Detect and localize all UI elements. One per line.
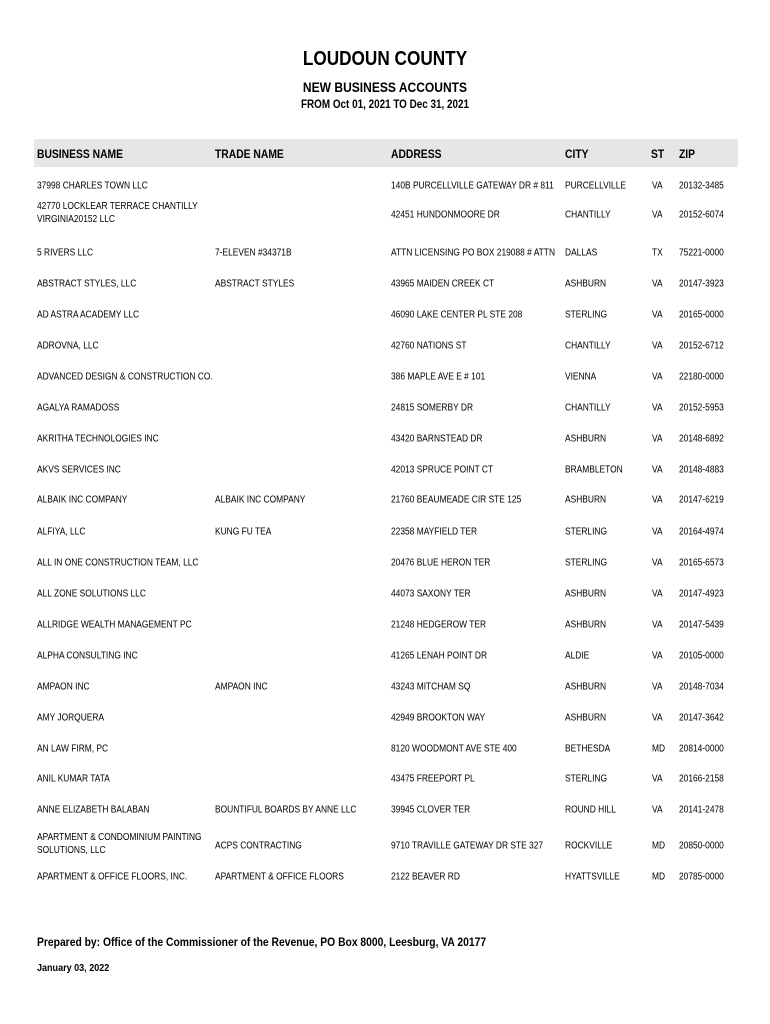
cell-business-name: ALLRIDGE WEALTH MANAGEMENT PC	[37, 619, 192, 631]
cell-city: BRAMBLETON	[565, 464, 623, 476]
cell-business-name: ALBAIK INC COMPANY	[37, 494, 128, 506]
cell-address: 140B PURCELLVILLE GATEWAY DR # 811	[391, 180, 554, 192]
cell-st: VA	[652, 180, 663, 192]
cell-line: 42770 LOCKLEAR TERRACE CHANTILLY	[37, 201, 198, 212]
cell-address: 8120 WOODMONT AVE STE 400	[391, 743, 517, 755]
cell-city: ASHBURN	[565, 494, 607, 506]
cell-st: MD	[652, 871, 666, 883]
cell-city: ALDIE	[565, 650, 590, 662]
cell-business-name: APARTMENT & OFFICE FLOORS, INC.	[37, 871, 188, 883]
cell-city: STERLING	[565, 526, 608, 538]
cell-address: 41265 LENAH POINT DR	[391, 650, 488, 662]
report-subtitle: NEW BUSINESS ACCOUNTS	[302, 79, 468, 95]
cell-trade-name: ACPS CONTRACTING	[215, 840, 302, 852]
report-county-title: LOUDOUN COUNTY	[302, 48, 468, 70]
cell-st: VA	[652, 773, 663, 785]
cell-city: VIENNA	[565, 371, 597, 383]
cell-address: 43420 BARNSTEAD DR	[391, 433, 483, 445]
cell-address: 42760 NATIONS ST	[391, 340, 467, 352]
cell-business-name	[37, 831, 202, 857]
cell-address: 43243 MITCHAM SQ	[391, 681, 471, 693]
cell-zip: 20165-0000	[679, 309, 724, 321]
col-business-name: BUSINESS NAME	[37, 147, 124, 161]
cell-city: CHANTILLY	[565, 340, 611, 352]
report-date: January 03, 2022	[37, 962, 110, 974]
cell-zip: 20850-0000	[679, 840, 724, 852]
cell-st: VA	[652, 433, 663, 445]
cell-business-name: ANNE ELIZABETH BALABAN	[37, 804, 150, 816]
cell-business-name	[37, 200, 198, 226]
cell-business-name: AMPAON INC	[37, 681, 90, 693]
cell-st: VA	[652, 402, 663, 414]
cell-city: ASHBURN	[565, 712, 607, 724]
cell-zip: 20132-3485	[679, 180, 724, 192]
cell-st: VA	[652, 209, 663, 221]
cell-city: ASHBURN	[565, 619, 607, 631]
cell-st: MD	[652, 840, 666, 852]
cell-business-name: ADROVNA, LLC	[37, 340, 99, 352]
prepared-by: Prepared by: Office of the Commissioner of the Revenue, PO Box 8000, Leesburg, VA 20177	[37, 935, 487, 949]
cell-zip: 20165-6573	[679, 557, 724, 569]
cell-zip: 22180-0000	[679, 371, 724, 383]
cell-zip: 20166-2158	[679, 773, 724, 785]
cell-st: VA	[652, 650, 663, 662]
cell-st: VA	[652, 619, 663, 631]
cell-city: STERLING	[565, 773, 608, 785]
cell-st: VA	[652, 340, 663, 352]
cell-address: 42451 HUNDONMOORE DR	[391, 209, 500, 221]
cell-st: MD	[652, 743, 666, 755]
cell-st: VA	[652, 804, 663, 816]
cell-city: STERLING	[565, 557, 608, 569]
cell-trade-name: 7-ELEVEN #34371B	[215, 247, 292, 259]
col-st: ST	[651, 147, 665, 161]
cell-line: SOLUTIONS, LLC	[37, 845, 106, 856]
cell-address: 43965 MAIDEN CREEK CT	[391, 278, 495, 290]
cell-zip: 20164-4974	[679, 526, 724, 538]
cell-city: ASHBURN	[565, 278, 607, 290]
cell-zip: 20141-2478	[679, 804, 724, 816]
cell-address: ATTN LICENSING PO BOX 219088 # ATTN	[391, 247, 556, 259]
cell-address: 42013 SPRUCE POINT CT	[391, 464, 494, 476]
cell-city: HYATTSVILLE	[565, 871, 620, 883]
cell-zip: 20147-5439	[679, 619, 724, 631]
cell-address: 46090 LAKE CENTER PL STE 208	[391, 309, 523, 321]
cell-address: 386 MAPLE AVE E # 101	[391, 371, 486, 383]
cell-address: 21760 BEAUMEADE CIR STE 125	[391, 494, 522, 506]
report-date-range: FROM Oct 01, 2021 TO Dec 31, 2021	[300, 99, 470, 111]
cell-zip: 20152-6712	[679, 340, 724, 352]
cell-trade-name: AMPAON INC	[215, 681, 268, 693]
cell-city: ROCKVILLE	[565, 840, 613, 852]
cell-line: APARTMENT & CONDOMINIUM PAINTING	[37, 832, 202, 843]
cell-trade-name: KUNG FU TEA	[215, 526, 272, 538]
cell-st: TX	[652, 247, 663, 259]
cell-zip: 20147-4923	[679, 588, 724, 600]
cell-city: ASHBURN	[565, 681, 607, 693]
cell-business-name: AN LAW FIRM, PC	[37, 743, 109, 755]
cell-business-name: ALPHA CONSULTING INC	[37, 650, 138, 662]
cell-city: ASHBURN	[565, 433, 607, 445]
cell-city: ASHBURN	[565, 588, 607, 600]
cell-st: VA	[652, 494, 663, 506]
cell-business-name: 5 RIVERS LLC	[37, 247, 94, 259]
col-zip: ZIP	[679, 147, 696, 161]
cell-trade-name: ALBAIK INC COMPANY	[215, 494, 306, 506]
cell-city: ROUND HILL	[565, 804, 616, 816]
cell-zip: 20148-6892	[679, 433, 724, 445]
cell-st: VA	[652, 464, 663, 476]
cell-city: CHANTILLY	[565, 209, 611, 221]
cell-business-name: AKRITHA TECHNOLOGIES INC	[37, 433, 159, 445]
cell-address: 44073 SAXONY TER	[391, 588, 471, 600]
cell-zip: 20148-4883	[679, 464, 724, 476]
cell-zip: 20105-0000	[679, 650, 724, 662]
cell-line: VIRGINIA20152 LLC	[37, 214, 115, 225]
cell-trade-name: APARTMENT & OFFICE FLOORS	[215, 871, 344, 883]
cell-business-name: AGALYA RAMADOSS	[37, 402, 120, 414]
cell-zip: 20148-7034	[679, 681, 724, 693]
cell-business-name: 37998 CHARLES TOWN LLC	[37, 180, 148, 192]
cell-business-name: AMY JORQUERA	[37, 712, 105, 724]
cell-address: 2122 BEAVER RD	[391, 871, 460, 883]
cell-address: 21248 HEDGEROW TER	[391, 619, 487, 631]
cell-address: 43475 FREEPORT PL	[391, 773, 475, 785]
cell-city: BETHESDA	[565, 743, 611, 755]
cell-zip: 20147-3923	[679, 278, 724, 290]
cell-address: 9710 TRAVILLE GATEWAY DR STE 327	[391, 840, 544, 852]
cell-city: CHANTILLY	[565, 402, 611, 414]
cell-st: VA	[652, 526, 663, 538]
cell-business-name: ADVANCED DESIGN & CONSTRUCTION CO.	[37, 371, 213, 383]
cell-st: VA	[652, 278, 663, 290]
cell-st: VA	[652, 557, 663, 569]
cell-zip: 75221-0000	[679, 247, 724, 259]
cell-business-name: ABSTRACT STYLES, LLC	[37, 278, 137, 290]
cell-address: 42949 BROOKTON WAY	[391, 712, 486, 724]
cell-zip: 20785-0000	[679, 871, 724, 883]
cell-city: STERLING	[565, 309, 608, 321]
col-trade-name: TRADE NAME	[215, 147, 284, 161]
cell-city: DALLAS	[565, 247, 598, 259]
col-address: ADDRESS	[391, 147, 442, 161]
cell-zip: 20147-3642	[679, 712, 724, 724]
cell-st: VA	[652, 588, 663, 600]
cell-st: VA	[652, 309, 663, 321]
cell-address: 24815 SOMERBY DR	[391, 402, 474, 414]
cell-business-name: AKVS SERVICES INC	[37, 464, 121, 476]
cell-trade-name: ABSTRACT STYLES	[215, 278, 295, 290]
cell-zip: 20152-5953	[679, 402, 724, 414]
cell-st: VA	[652, 371, 663, 383]
cell-address: 39945 CLOVER TER	[391, 804, 471, 816]
cell-zip: 20152-6074	[679, 209, 724, 221]
cell-zip: 20814-0000	[679, 743, 724, 755]
cell-business-name: ALL ZONE SOLUTIONS LLC	[37, 588, 146, 600]
cell-business-name: ANIL KUMAR TATA	[37, 773, 110, 785]
cell-business-name: ALFIYA, LLC	[37, 526, 86, 538]
cell-st: VA	[652, 681, 663, 693]
cell-business-name: AD ASTRA ACADEMY LLC	[37, 309, 140, 321]
cell-business-name: ALL IN ONE CONSTRUCTION TEAM, LLC	[37, 557, 199, 569]
cell-address: 20476 BLUE HERON TER	[391, 557, 491, 569]
cell-city: PURCELLVILLE	[565, 180, 627, 192]
cell-zip: 20147-6219	[679, 494, 724, 506]
cell-st: VA	[652, 712, 663, 724]
cell-address: 22358 MAYFIELD TER	[391, 526, 478, 538]
cell-trade-name: BOUNTIFUL BOARDS BY ANNE LLC	[215, 804, 357, 816]
col-city: CITY	[565, 147, 589, 161]
